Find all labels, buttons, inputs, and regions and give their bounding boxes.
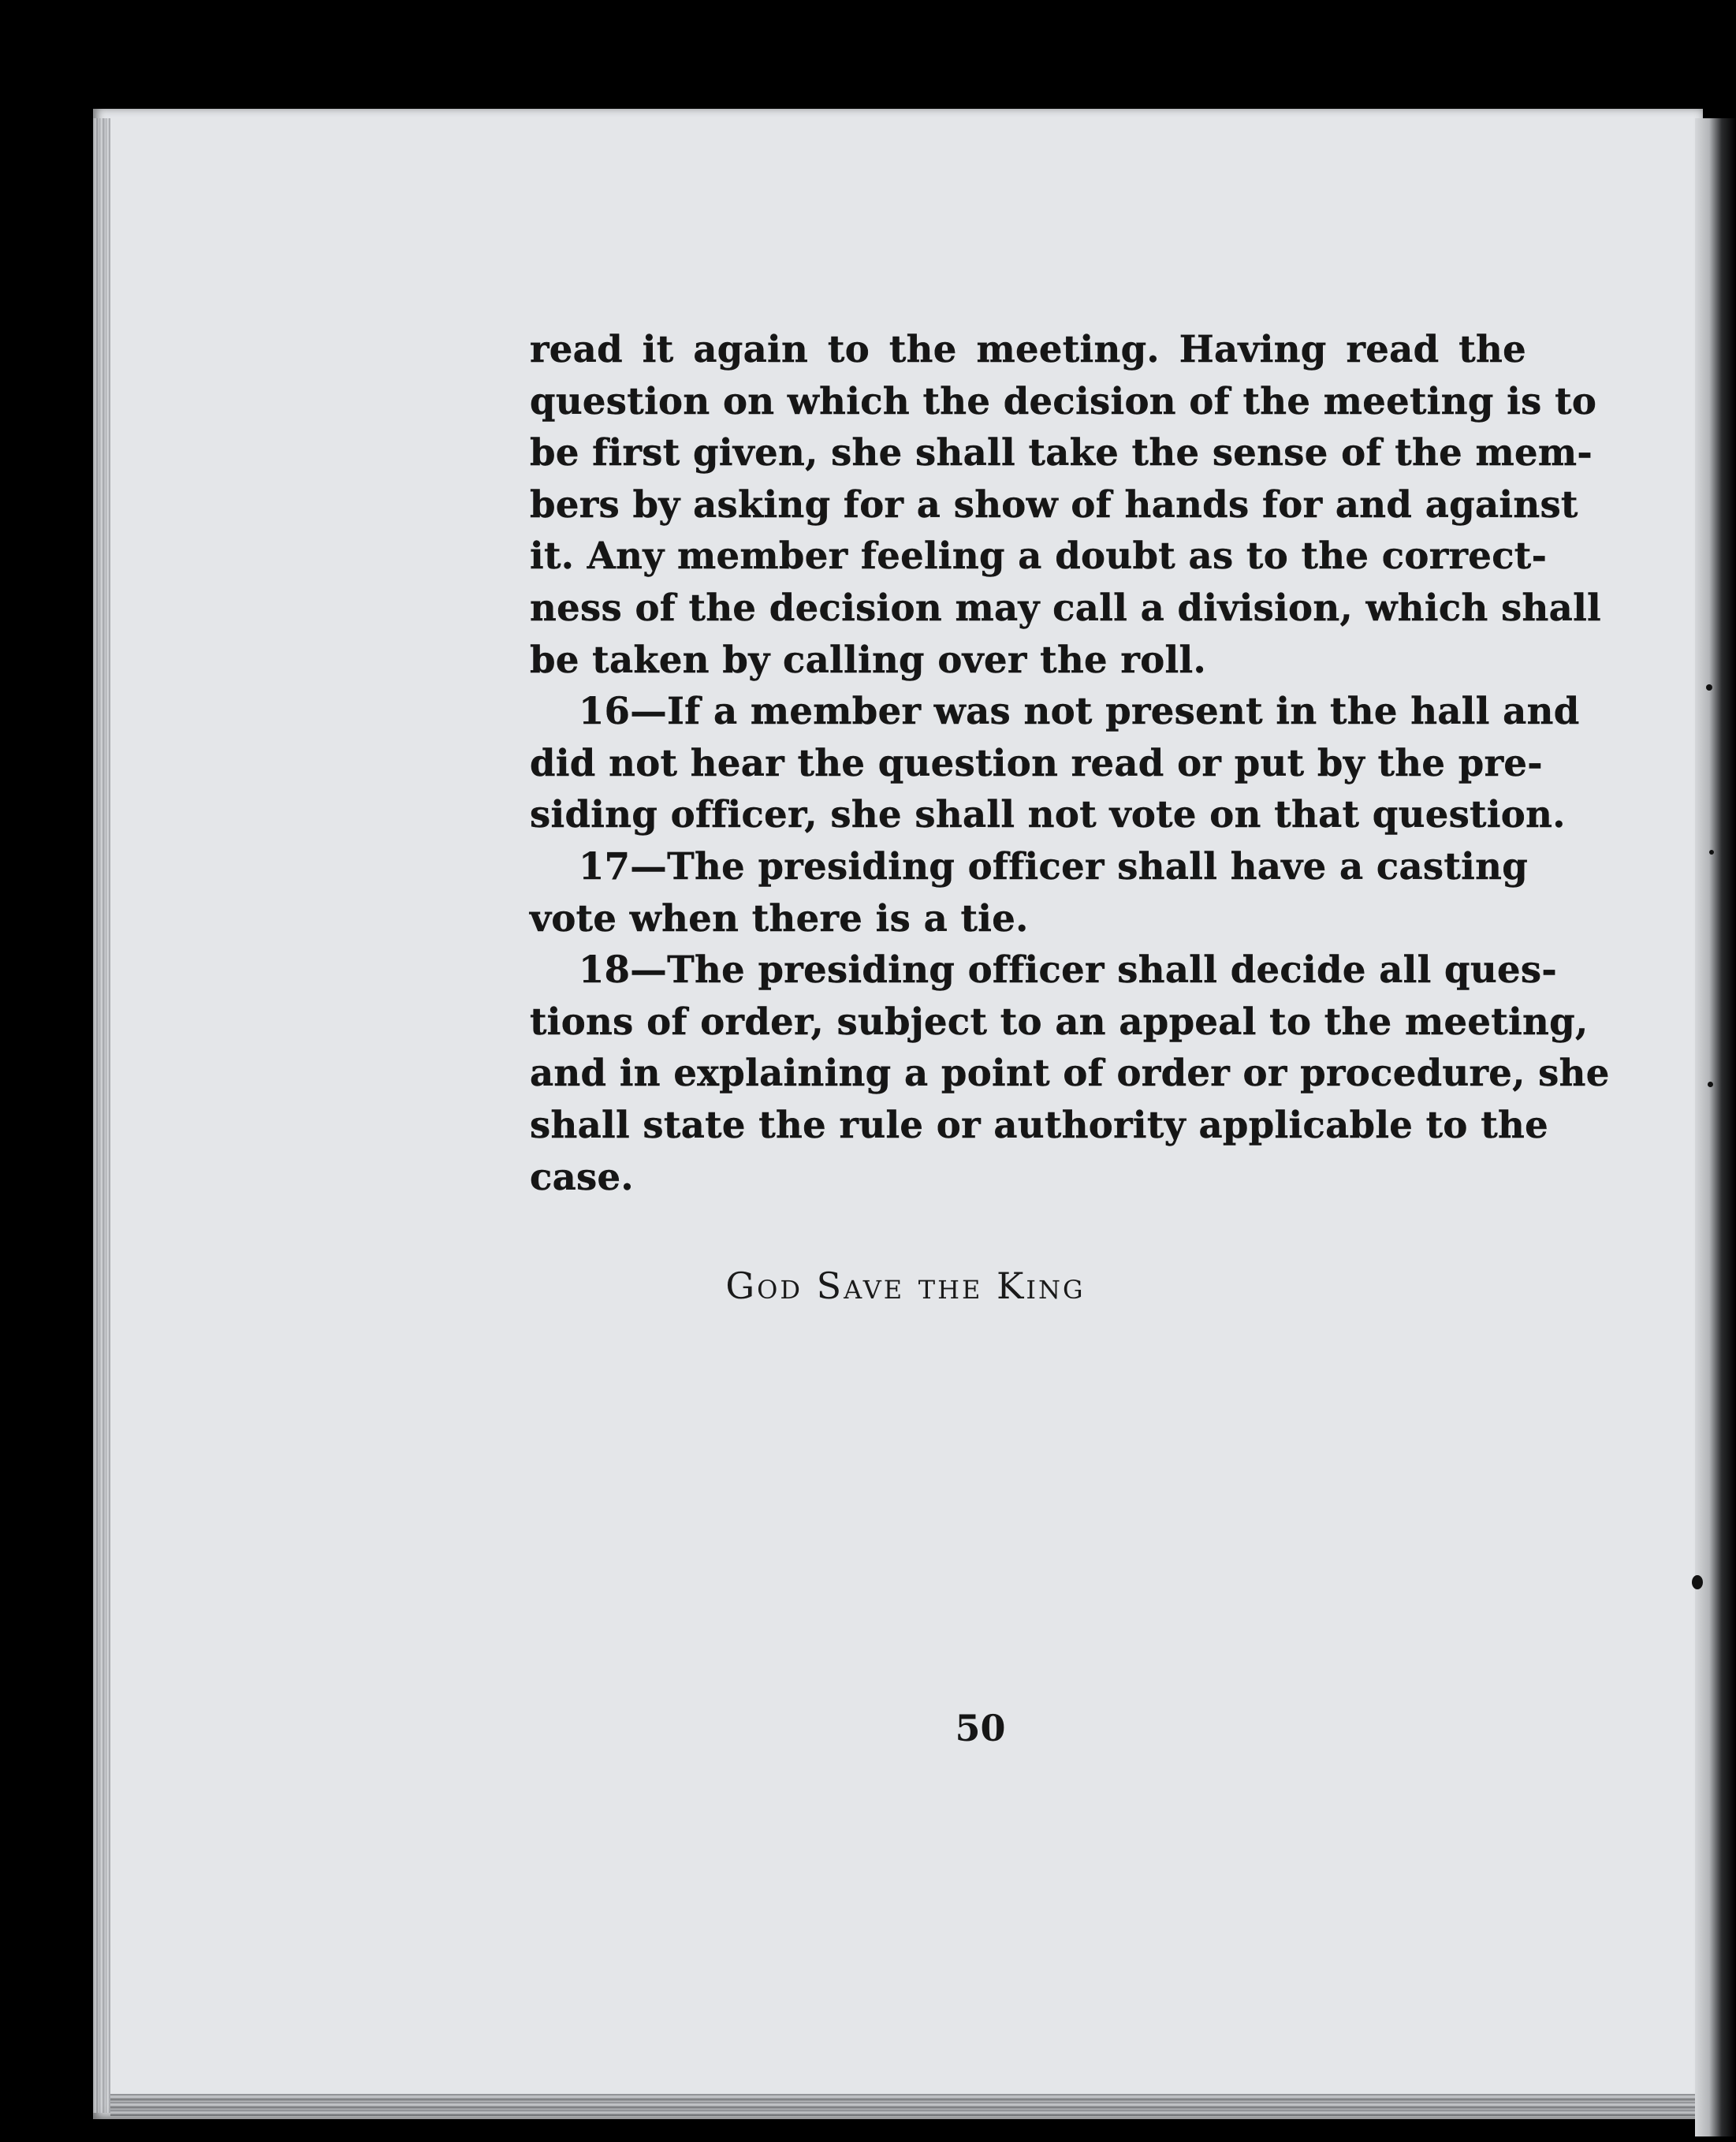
text-line: and in explaining a point of order or procedure, she	[530, 1051, 1610, 1095]
text-line: did not hear the question read or put by the pre-	[530, 740, 1543, 784]
page-right-edge	[1695, 118, 1736, 2136]
text-line: 17—The presiding officer shall have a casting	[579, 844, 1529, 888]
text-line: siding officer, she shall not vote on that question.	[530, 792, 1566, 836]
text-line: bers by asking for a show of hands for and against	[530, 482, 1578, 526]
text-line: shall state the rule or authority applicable to the	[530, 1102, 1549, 1146]
text-line: case.	[530, 1154, 634, 1198]
rule-16	[530, 685, 1580, 840]
text-line: read it again to the meeting. Having read the	[530, 327, 1526, 371]
text-line: be taken by calling over the roll.	[530, 637, 1206, 681]
page-bottom-edge	[110, 2094, 1695, 2116]
text-line: 18—The presiding officer shall decide all ques-	[579, 948, 1557, 992]
page-binding-edge	[93, 118, 110, 2113]
scan-speck	[1708, 1082, 1713, 1087]
text-line: tions of order, subject to an appeal to the meeting,	[530, 999, 1589, 1043]
scan-speck	[1692, 1575, 1703, 1589]
scan-speck	[1709, 850, 1714, 855]
text-line: be first given, she shall take the sense of the mem-	[530, 430, 1593, 475]
text-line: question on which the decision of the meeting is to	[530, 378, 1597, 423]
scan-speck	[1706, 684, 1712, 691]
text-line: it. Any member feeling a doubt as to the correct-	[530, 534, 1548, 578]
rule-18	[530, 944, 1610, 1202]
page-number: 50	[955, 1707, 1006, 1749]
text-line: 16—If a member was not present in the hall and	[579, 689, 1580, 733]
text-line: vote when there is a tie.	[530, 896, 1029, 940]
closing-line: God Save the King	[725, 1265, 1086, 1307]
paragraph-continued	[530, 323, 1602, 685]
text-line: ness of the decision may call a division, which shall	[530, 585, 1602, 629]
body-text	[530, 323, 1610, 1202]
rule-17	[530, 840, 1529, 944]
